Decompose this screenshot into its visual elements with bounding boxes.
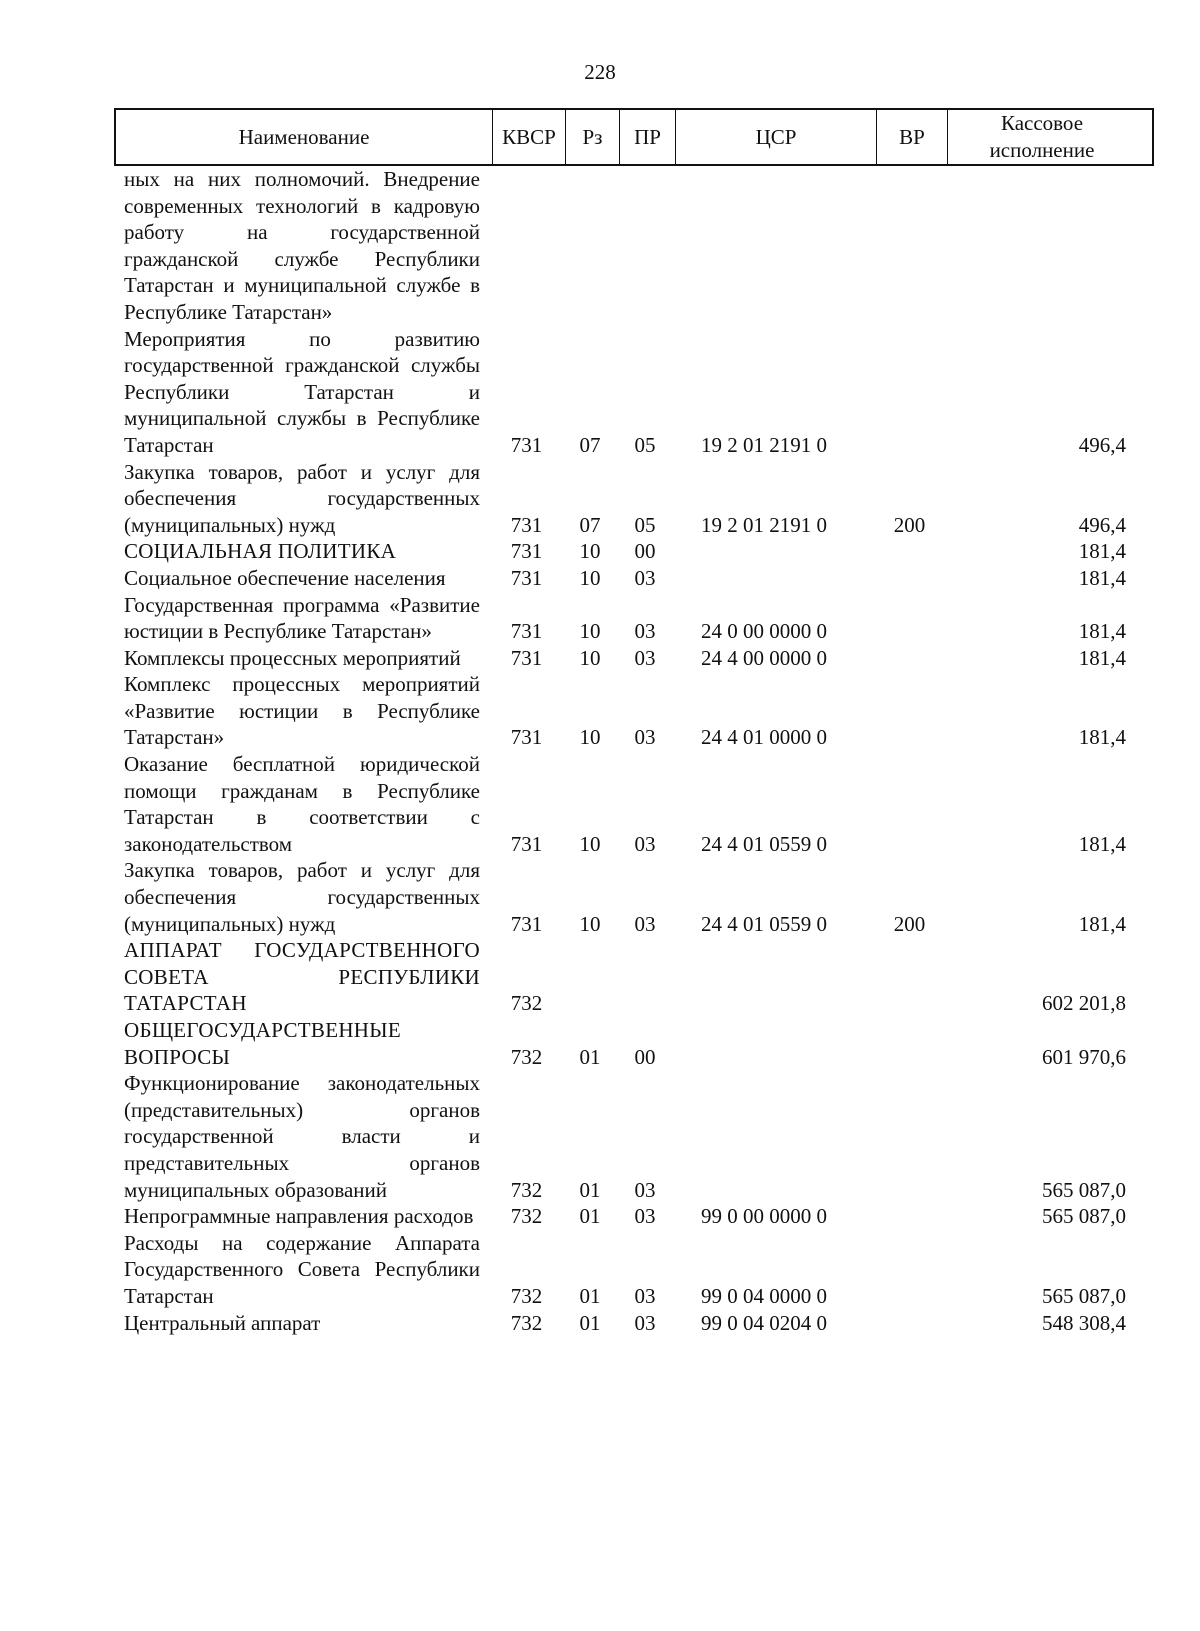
table-row [114, 1070, 1154, 1203]
row-pr: 05 [634, 432, 656, 457]
row-kvsr: 732 [510, 1283, 543, 1308]
row-csr: 24 4 01 0559 0 [701, 911, 827, 936]
row-pr: 03 [634, 725, 656, 750]
row-kvsr: 731 [510, 619, 543, 644]
header-rz: Рз [565, 110, 619, 164]
row-csr: 24 4 01 0000 0 [701, 725, 827, 750]
row-amount: 602 201,8 [1042, 991, 1126, 1016]
row-pr: 05 [634, 512, 656, 537]
row-kvsr: 731 [510, 831, 543, 856]
row-pr: 03 [634, 565, 656, 590]
table-body [114, 166, 1154, 1336]
header-name: Наименование [238, 124, 370, 149]
row-rz: 10 [579, 565, 601, 590]
row-kvsr: 731 [510, 565, 543, 590]
row-name: Расходы на содержание Аппарата Государственного Совета Республики Татарстан [124, 1230, 480, 1308]
row-amount: 181,4 [1078, 645, 1126, 670]
header-vr: ВР [876, 110, 947, 164]
row-pr: 00 [634, 539, 656, 564]
row-name: ОБЩЕГОСУДАРСТВЕННЫЕ ВОПРОСЫ [124, 1018, 402, 1069]
table-row [114, 857, 1154, 937]
row-rz: 01 [579, 1044, 601, 1069]
row-name: Закупка товаров, работ и услуг для обеспечения государственных (муниципальных) нужд [124, 459, 480, 537]
row-name: ных на них полномочий. Внедрение современных технологий в кадровую работу на государственной гражданской службе Республики Татарстан и муниципальной службе в Республике Татарстан» [124, 167, 480, 324]
table-row [114, 565, 1154, 592]
row-name: Закупка товаров, работ и услуг для обеспечения государственных (муниципальных) нужд [124, 858, 480, 936]
row-csr: 24 4 01 0559 0 [701, 831, 827, 856]
table-row [114, 671, 1154, 751]
row-amount: 181,4 [1078, 831, 1126, 856]
row-kvsr: 731 [510, 432, 543, 457]
table-row [114, 592, 1154, 645]
table-row [114, 459, 1154, 539]
row-rz: 07 [579, 512, 601, 537]
row-rz: 10 [579, 725, 601, 750]
table-row [114, 1230, 1154, 1310]
table-row [114, 538, 1154, 565]
page-number: 228 [584, 60, 616, 84]
row-csr: 19 2 01 2191 0 [701, 432, 827, 457]
row-vr: 200 [893, 911, 926, 936]
header-pr: ПР [619, 110, 675, 164]
row-pr: 03 [634, 1204, 656, 1229]
row-amount: 496,4 [1078, 512, 1126, 537]
row-kvsr: 732 [510, 1177, 543, 1202]
row-amount: 601 970,6 [1042, 1044, 1126, 1069]
row-amount: 181,4 [1078, 619, 1126, 644]
row-name: СОЦИАЛЬНАЯ ПОЛИТИКА [124, 539, 397, 564]
row-amount: 565 087,0 [1042, 1283, 1126, 1308]
row-pr: 03 [634, 645, 656, 670]
row-rz: 01 [579, 1283, 601, 1308]
table-row [114, 166, 1154, 326]
row-csr: 99 0 04 0000 0 [701, 1283, 827, 1308]
row-name: Центральный аппарат [124, 1310, 321, 1335]
header-csr: ЦСР [675, 110, 876, 164]
row-kvsr: 731 [510, 645, 543, 670]
row-name: Мероприятия по развитию государственной гражданской службы Республики Татарстан и муниципальной службы в Республике Татарстан [124, 326, 480, 457]
row-csr: 24 4 00 0000 0 [701, 645, 827, 670]
row-rz: 01 [579, 1204, 601, 1229]
table-row [114, 751, 1154, 857]
row-rz: 10 [579, 831, 601, 856]
table-row [114, 937, 1154, 1017]
row-rz: 01 [579, 1310, 601, 1335]
row-vr: 200 [893, 512, 926, 537]
row-name: Комплекс процессных мероприятий «Развитие юстиции в Республике Татарстан» [124, 672, 480, 750]
row-amount: 565 087,0 [1042, 1204, 1126, 1229]
row-pr: 03 [634, 1310, 656, 1335]
budget-table [114, 108, 1154, 1336]
row-rz: 10 [579, 539, 601, 564]
row-kvsr: 732 [510, 1044, 543, 1069]
table-row [114, 1017, 1154, 1070]
row-amount: 181,4 [1078, 539, 1126, 564]
row-amount: 181,4 [1078, 725, 1126, 750]
row-kvsr: 732 [510, 1310, 543, 1335]
table-row [114, 326, 1154, 459]
row-amount: 181,4 [1078, 565, 1126, 590]
row-name: Государственная программа «Развитие юстиции в Республике Татарстан» [124, 592, 480, 644]
row-csr: 99 0 04 0204 0 [701, 1310, 827, 1335]
row-rz: 07 [579, 432, 601, 457]
row-name: Функционирование законодательных (представительных) органов государственной власти и представительных органов муниципальных образований [124, 1071, 480, 1202]
row-amount: 548 308,4 [1042, 1310, 1126, 1335]
row-pr: 03 [634, 831, 656, 856]
header-amount: Кассовое исполнение [947, 110, 1136, 164]
row-amount: 181,4 [1078, 911, 1126, 936]
row-csr: 24 0 00 0000 0 [701, 619, 827, 644]
row-name: Социальное обеспечение населения [124, 565, 446, 590]
header-kvsr: КВСР [492, 110, 565, 164]
row-name: Комплексы процессных мероприятий [124, 645, 461, 670]
table-row [114, 645, 1154, 672]
row-rz: 10 [579, 645, 601, 670]
row-rz: 10 [579, 911, 601, 936]
table-row [114, 1310, 1154, 1337]
row-kvsr: 731 [510, 911, 543, 936]
row-pr: 03 [634, 619, 656, 644]
table-row [114, 1203, 1154, 1230]
row-csr: 99 0 00 0000 0 [701, 1204, 827, 1229]
row-name: Непрограммные направления расходов [124, 1204, 474, 1229]
row-rz: 01 [579, 1177, 601, 1202]
row-amount: 565 087,0 [1042, 1177, 1126, 1202]
row-kvsr: 732 [510, 1204, 543, 1229]
row-name: АППАРАТ ГОСУДАРСТВЕННОГО СОВЕТА РЕСПУБЛИКИ ТАТАРСТАН [124, 938, 480, 1016]
row-pr: 03 [634, 1177, 656, 1202]
row-pr: 03 [634, 1283, 656, 1308]
row-amount: 496,4 [1078, 432, 1126, 457]
row-kvsr: 732 [510, 991, 543, 1016]
row-csr: 19 2 01 2191 0 [701, 512, 827, 537]
row-kvsr: 731 [510, 539, 543, 564]
row-rz: 10 [579, 619, 601, 644]
row-kvsr: 731 [510, 725, 543, 750]
table-header [114, 108, 1154, 166]
row-kvsr: 731 [510, 512, 543, 537]
row-pr: 03 [634, 911, 656, 936]
row-name: Оказание бесплатной юридической помощи гражданам в Республике Татарстан в соответствии с законодательством [124, 752, 480, 856]
row-pr: 00 [634, 1044, 656, 1069]
